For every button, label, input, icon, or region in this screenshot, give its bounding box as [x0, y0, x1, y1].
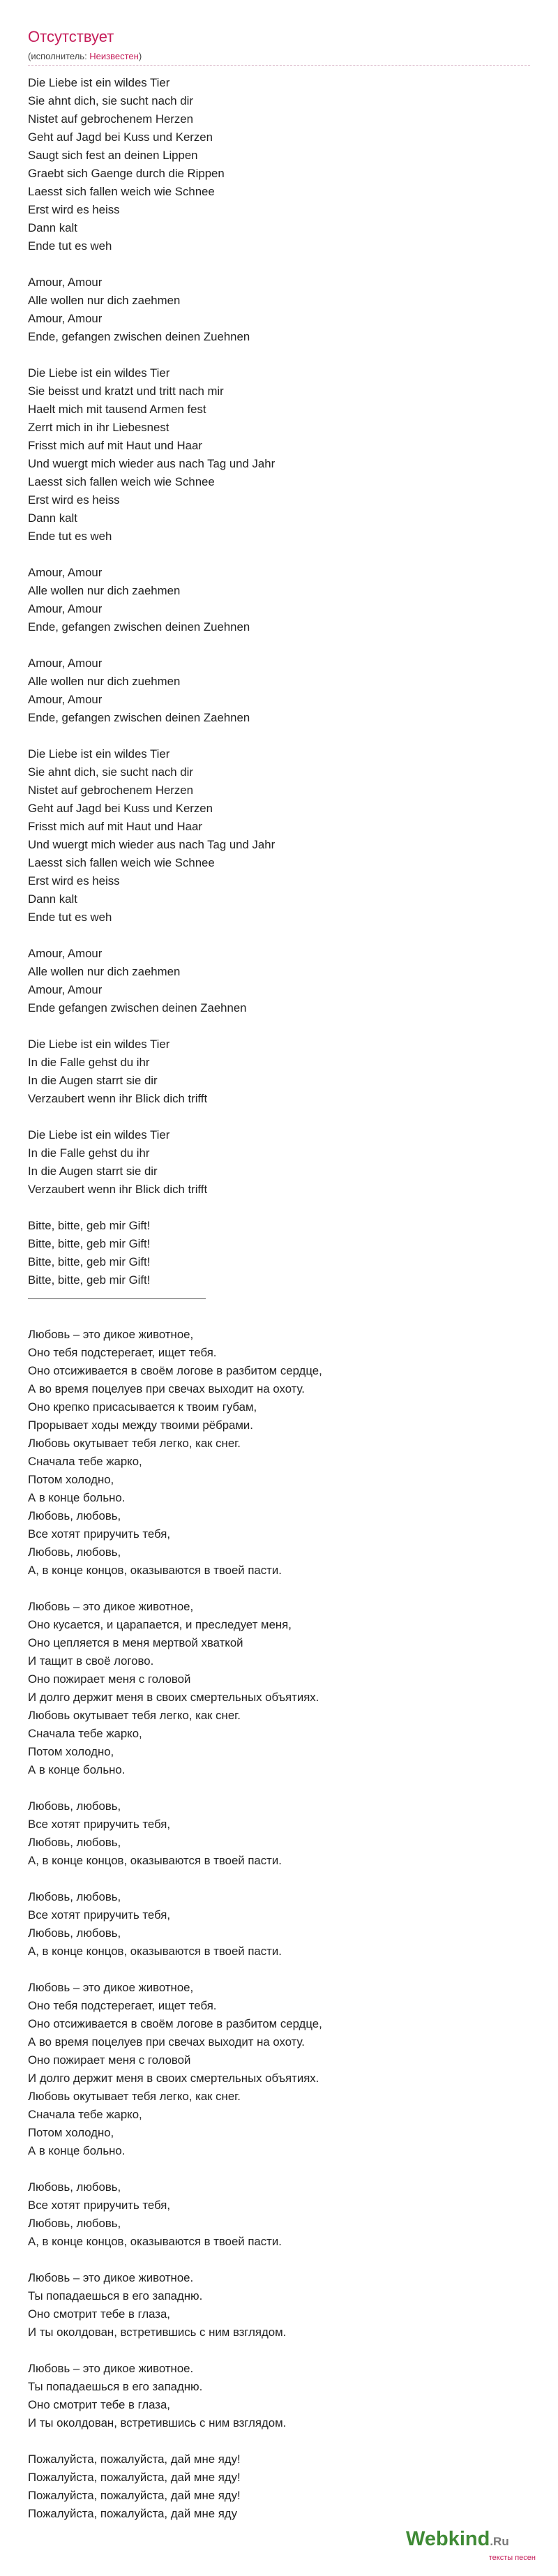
performer-suffix: )	[138, 51, 142, 61]
lyric-line: Verzaubert wenn ihr Blick dich trifft	[28, 1092, 208, 1105]
lyric-line: Frisst mich auf mit Haut und Haar	[28, 439, 202, 452]
blank-line	[28, 1017, 530, 1035]
lyric-line: Все хотят приручить тебя,	[28, 2199, 171, 2212]
lyric-line: Любовь, любовь,	[28, 2217, 121, 2230]
lyric-line: А во время поцелуев при свечах выходит на охоту.	[28, 1382, 305, 1395]
lyric-line: Любовь, любовь,	[28, 1836, 121, 1849]
lyric-line: Dann kalt	[28, 892, 77, 906]
lyric-line: Пожалуйста, пожалуйста, дай мне яду	[28, 2507, 237, 2520]
lyric-line: Любовь, любовь,	[28, 1799, 121, 1813]
lyric-line: Die Liebe ist ein wildes Tier	[28, 366, 170, 380]
lyric-line: А, в конце концов, оказываются в твоей пасти.	[28, 1564, 282, 1577]
lyric-line: Пожалуйста, пожалуйста, дай мне яду!	[28, 2471, 241, 2484]
blank-line	[28, 2160, 530, 2178]
lyric-line: Sie beisst und kratzt und tritt nach mir	[28, 384, 224, 398]
blank-line	[28, 1199, 530, 1217]
lyric-line: Сначала тебе жарко,	[28, 2108, 142, 2121]
lyric-line: Verzaubert wenn ihr Blick dich trifft	[28, 1183, 208, 1196]
lyric-line: Zerrt mich in ihr Liebesnest	[28, 421, 169, 434]
lyric-line: Laesst sich fallen weich wie Schnee	[28, 185, 215, 198]
blank-line	[28, 1870, 530, 1888]
lyric-line: Все хотят приручить тебя,	[28, 1908, 171, 1922]
lyric-line: Любовь, любовь,	[28, 1545, 121, 1559]
lyric-line: Sie ahnt dich, sie sucht nach dir	[28, 94, 193, 107]
lyric-line: Любовь, любовь,	[28, 1890, 121, 1903]
lyric-line: И ты околдован, встретившись с ним взглядом.	[28, 2416, 287, 2429]
lyric-line: Bitte, bitte, geb mir Gift!	[28, 1255, 151, 1268]
lyric-line: Все хотят приручить тебя,	[28, 1527, 171, 1541]
lyrics-body	[28, 74, 530, 2523]
lyric-line: Bitte, bitte, geb mir Gift!	[28, 1237, 151, 1250]
lyric-line: Ende, gefangen zwischen deinen Zaehnen	[28, 711, 250, 724]
lyric-line: Alle wollen nur dich zaehmen	[28, 294, 181, 307]
lyric-line: Оно смотрит тебе в глаза,	[28, 2398, 170, 2411]
lyric-line: А в конце больно.	[28, 1491, 126, 1504]
lyric-line: И тащит в своё логово.	[28, 1654, 154, 1668]
lyric-line: Erst wird es heiss	[28, 874, 120, 888]
performer-line	[28, 50, 530, 66]
blank-line	[28, 927, 530, 945]
lyrics-original	[28, 74, 530, 1289]
lyric-line: Die Liebe ist ein wildes Tier	[28, 747, 170, 761]
lyric-line: Und wuergt mich wieder aus nach Tag und Jahr	[28, 838, 276, 851]
lyric-line: И долго держит меня в своих смертельных объятиях.	[28, 2072, 319, 2085]
blank-line	[28, 1961, 530, 1979]
lyric-line: Любовь, любовь,	[28, 1926, 121, 1940]
lyric-line: А, в конце концов, оказываются в твоей пасти.	[28, 1854, 282, 1867]
lyric-line: Erst wird es heiss	[28, 203, 120, 216]
lyric-line: Любовь – это дикое животное,	[28, 1981, 194, 1994]
lyric-line: Потом холодно,	[28, 1745, 114, 1758]
lyric-line: Сначала тебе жарко,	[28, 1727, 142, 1740]
blank-line	[28, 546, 530, 564]
lyric-line: Потом холодно,	[28, 2126, 114, 2139]
lyric-line: Dann kalt	[28, 221, 77, 234]
lyric-line: Оно пожирает меня с головой	[28, 2053, 191, 2067]
lyric-line: И ты околдован, встретившись с ним взглядом.	[28, 2326, 287, 2339]
lyric-line: Ende tut es weh	[28, 911, 112, 924]
lyric-line: Сначала тебе жарко,	[28, 1455, 142, 1468]
lyric-line: Nistet auf gebrochenem Herzen	[28, 784, 193, 797]
lyric-line: И долго держит меня в своих смертельных объятиях.	[28, 1691, 319, 1704]
lyric-line: Laesst sich fallen weich wie Schnee	[28, 475, 215, 488]
lyric-line: In die Falle gehst du ihr	[28, 1146, 150, 1160]
lyric-line: Оно крепко присасывается к твоим губам,	[28, 1400, 257, 1414]
lyric-line: Любовь – это дикое животное.	[28, 2271, 194, 2284]
lyric-line: Оно кусается, и царапается, и преследует меня,	[28, 1618, 292, 1631]
lyric-line: Saugt sich fest an deinen Lippen	[28, 149, 198, 162]
blank-line	[28, 2342, 530, 2360]
lyric-line: Amour, Amour	[28, 312, 103, 325]
lyric-line: Пожалуйста, пожалуйста, дай мне яду!	[28, 2453, 241, 2466]
lyric-line: Erst wird es heiss	[28, 493, 120, 507]
lyric-line: Любовь – это дикое животное.	[28, 2362, 194, 2375]
blank-line	[28, 1308, 530, 1326]
lyric-line: Оно отсиживается в своём логове в разбитом сердце,	[28, 2017, 322, 2030]
lyric-line: Любовь окутывает тебя легко, как снег.	[28, 1709, 241, 1722]
lyric-line: Оно тебя подстерегает, ищет тебя.	[28, 1999, 217, 2012]
lyric-line: Оно цепляется в меня мертвой хваткой	[28, 1636, 243, 1649]
lyric-line: Ты попадаешься в его западню.	[28, 2380, 203, 2393]
brand-suffix: .Ru	[490, 2535, 509, 2548]
performer-link[interactable]: Неизвестен	[89, 51, 139, 61]
lyric-line: In die Augen starrt sie dir	[28, 1074, 158, 1087]
lyric-line: Graebt sich Gaenge durch die Rippen	[28, 167, 225, 180]
brand-logo[interactable]	[406, 2527, 538, 2563]
lyric-line: Ende tut es weh	[28, 530, 112, 543]
blank-line	[28, 346, 530, 364]
brand-name-text: Webkind	[406, 2528, 490, 2550]
lyrics-separator	[28, 1289, 530, 1308]
lyric-line: Alle wollen nur dich zuehmen	[28, 675, 181, 688]
lyric-line: Haelt mich mit tausend Armen fest	[28, 403, 206, 416]
lyric-line: Die Liebe ist ein wildes Tier	[28, 1128, 170, 1141]
lyric-line: Любовь окутывает тебя легко, как снег.	[28, 1437, 241, 1450]
lyric-line: А во время поцелуев при свечах выходит на охоту.	[28, 2035, 305, 2049]
lyrics-translation	[28, 1326, 530, 2523]
lyric-line: Amour, Amour	[28, 983, 103, 996]
blank-line	[28, 1779, 530, 1797]
lyric-line: Amour, Amour	[28, 693, 103, 706]
lyric-line: Alle wollen nur dich zaehmen	[28, 965, 181, 978]
lyric-line: А в конце больно.	[28, 2144, 126, 2157]
lyric-line: Die Liebe ist ein wildes Tier	[28, 1038, 170, 1051]
lyric-line: Geht auf Jagd bei Kuss und Kerzen	[28, 130, 213, 144]
lyric-line: Amour, Amour	[28, 276, 103, 289]
lyric-line: Alle wollen nur dich zaehmen	[28, 584, 181, 597]
lyric-line: Любовь окутывает тебя легко, как снег.	[28, 2090, 241, 2103]
lyric-line: Оно пожирает меня с головой	[28, 1672, 191, 1686]
lyric-line: А в конце больно.	[28, 1763, 126, 1776]
lyric-line: Laesst sich fallen weich wie Schnee	[28, 856, 215, 869]
lyric-line: Ende tut es weh	[28, 239, 112, 253]
lyric-line: Оно тебя подстерегает, ищет тебя.	[28, 1346, 217, 1359]
lyric-line: Amour, Amour	[28, 947, 103, 960]
lyric-line: Amour, Amour	[28, 602, 103, 615]
brand-tagline: тексты песен	[488, 2554, 536, 2562]
blank-line	[28, 727, 530, 745]
lyric-line: Ende, gefangen zwischen deinen Zuehnen	[28, 330, 250, 343]
lyric-line: Все хотят приручить тебя,	[28, 1818, 171, 1831]
lyric-line: Bitte, bitte, geb mir Gift!	[28, 1273, 151, 1287]
blank-line	[28, 636, 530, 654]
lyric-line: Любовь, любовь,	[28, 2180, 121, 2194]
page-header	[28, 28, 530, 66]
lyric-line: Amour, Amour	[28, 566, 103, 579]
lyric-line: Bitte, bitte, geb mir Gift!	[28, 1219, 151, 1232]
lyric-line: Оно отсиживается в своём логове в разбитом сердце,	[28, 1364, 322, 1377]
lyric-line: Ende, gefangen zwischen deinen Zuehnen	[28, 620, 250, 634]
lyric-line: Geht auf Jagd bei Kuss und Kerzen	[28, 802, 213, 815]
lyric-line: Ende gefangen zwischen deinen Zaehnen	[28, 1001, 247, 1014]
lyric-line: Пожалуйста, пожалуйста, дай мне яду!	[28, 2489, 241, 2502]
blank-line	[28, 1580, 530, 1598]
brand-name	[406, 2527, 538, 2554]
lyric-line: In die Augen starrt sie dir	[28, 1165, 158, 1178]
lyric-line: Amour, Amour	[28, 657, 103, 670]
lyric-line: А, в конце концов, оказываются в твоей пасти.	[28, 2235, 282, 2248]
lyric-line: Die Liebe ist ein wildes Tier	[28, 76, 170, 89]
lyric-line: In die Falle gehst du ihr	[28, 1056, 150, 1069]
lyric-line: Любовь, любовь,	[28, 1509, 121, 1522]
lyric-line: Любовь – это дикое животное,	[28, 1328, 194, 1341]
lyric-line: Оно смотрит тебе в глаза,	[28, 2307, 170, 2321]
blank-line	[28, 2432, 530, 2450]
lyric-line: Ты попадаешься в его западню.	[28, 2289, 203, 2302]
lyric-line: Und wuergt mich wieder aus nach Tag und Jahr	[28, 457, 276, 470]
blank-line	[28, 1108, 530, 1126]
lyric-line: Sie ahnt dich, sie sucht nach dir	[28, 765, 193, 779]
lyric-line: А, в конце концов, оказываются в твоей пасти.	[28, 1945, 282, 1958]
lyric-line: Frisst mich auf mit Haut und Haar	[28, 820, 202, 833]
lyric-line: Любовь – это дикое животное,	[28, 1600, 194, 1613]
lyric-line: Nistet auf gebrochenem Herzen	[28, 112, 193, 126]
blank-line	[28, 2251, 530, 2269]
song-title: Отсутствует	[28, 28, 114, 45]
lyric-line: Потом холодно,	[28, 1473, 114, 1486]
blank-line	[28, 255, 530, 274]
lyric-line: Прорывает ходы между твоими рёбрами.	[28, 1418, 253, 1432]
performer-prefix: (исполнитель:	[28, 51, 90, 61]
lyric-line: Dann kalt	[28, 511, 77, 525]
